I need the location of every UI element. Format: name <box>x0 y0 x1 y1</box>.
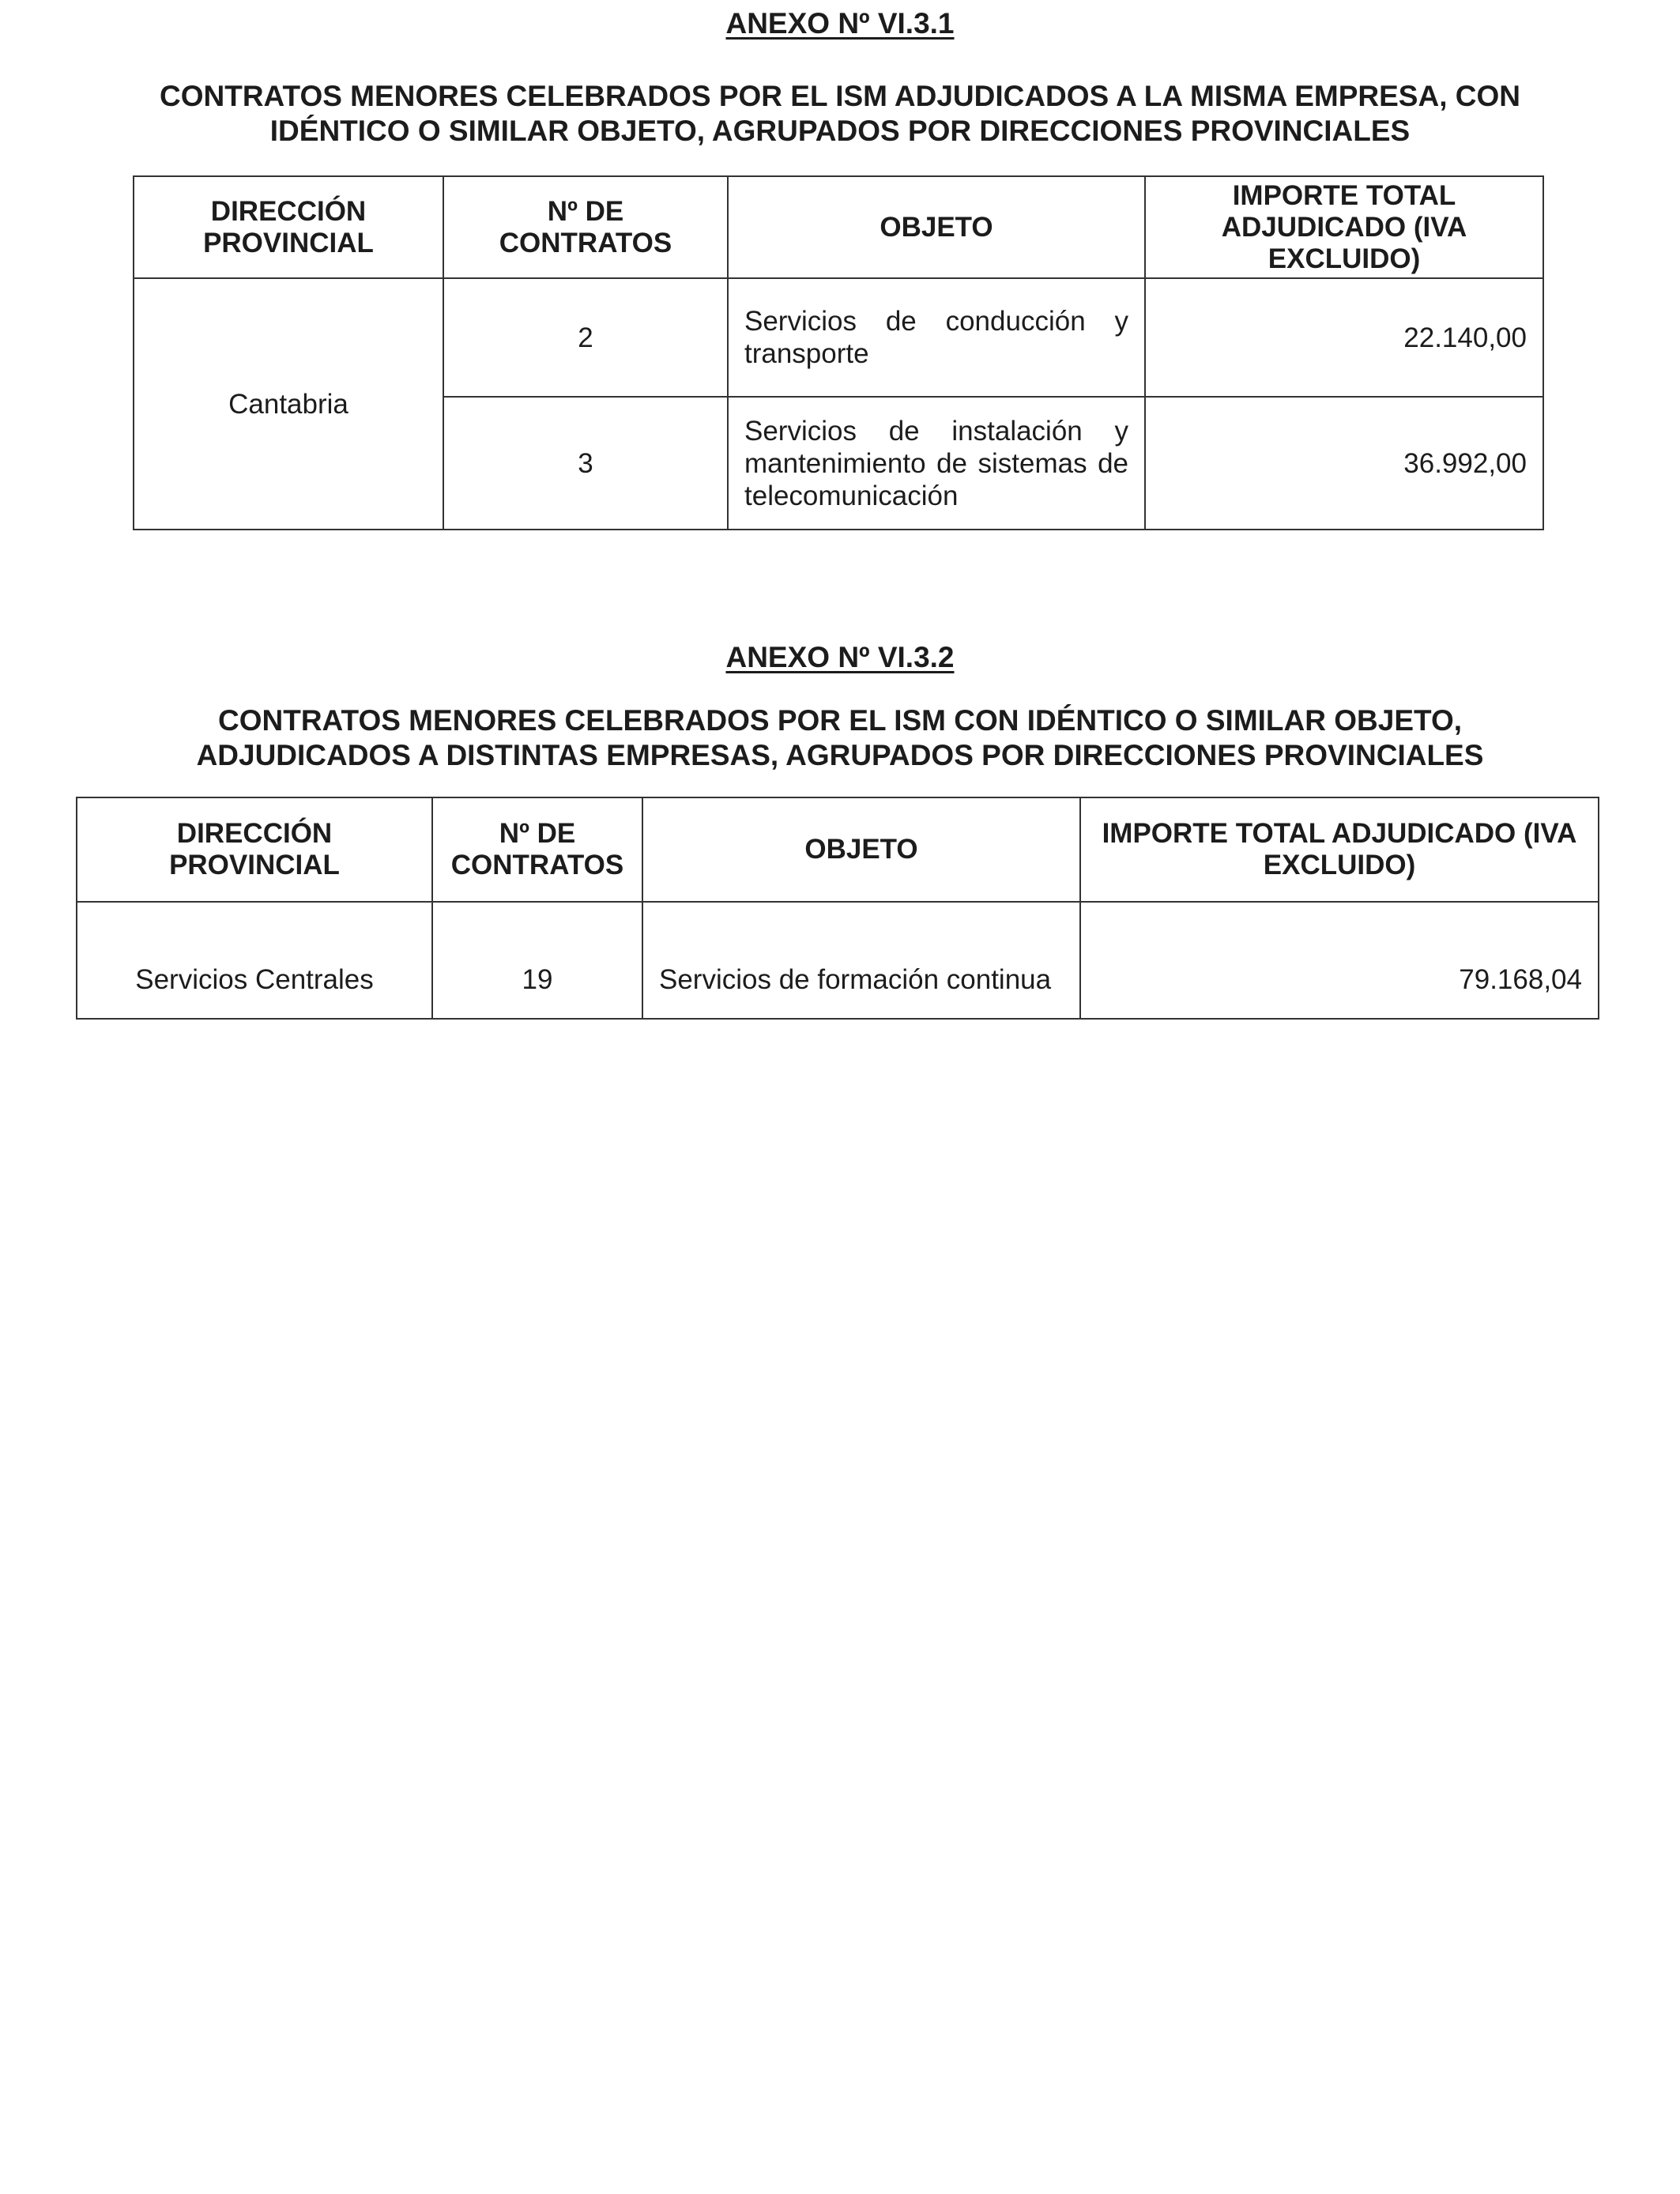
heading-line: CONTRATOS MENORES CELEBRADOS POR EL ISM CON IDÉNTICO O SIMILAR OBJETO, <box>218 704 1462 737</box>
column-header-importe: IMPORTE TOTAL ADJUDICADO (IVA EXCLUIDO) <box>1145 176 1543 278</box>
column-header-num-contratos: Nº DE CONTRATOS <box>443 176 728 278</box>
importe-cell: 22.140,00 <box>1145 278 1543 397</box>
count-cell: 19 <box>432 902 642 1019</box>
table-header-row <box>77 797 1599 902</box>
table-header-row <box>134 176 1543 278</box>
count-cell: 2 <box>443 278 728 397</box>
objeto-cell: Servicios de instalación y mantenimiento de sistemas de telecomunicación <box>728 397 1145 530</box>
direccion-cell: Cantabria <box>134 278 443 530</box>
heading-line: CONTRATOS MENORES CELEBRADOS POR EL ISM ADJUDICADOS A LA MISMA EMPRESA, CON <box>160 80 1520 112</box>
importe-cell: 79.168,04 <box>1080 902 1599 1019</box>
count-cell: 3 <box>443 397 728 530</box>
column-header-direccion: DIRECCIÓN PROVINCIAL <box>77 797 432 902</box>
column-header-num-contratos: Nº DE CONTRATOS <box>432 797 642 902</box>
contracts-table-different-companies <box>76 797 1599 1020</box>
annex-title-vi-3-2: ANEXO Nº VI.3.2 <box>725 641 955 673</box>
table-row <box>134 278 1543 397</box>
section-heading-2 <box>95 703 1585 773</box>
table-row <box>77 902 1599 1019</box>
column-header-objeto: OBJETO <box>728 176 1145 278</box>
section-heading-1 <box>95 79 1585 149</box>
importe-cell: 36.992,00 <box>1145 397 1543 530</box>
objeto-cell: Servicios de conducción y transporte <box>728 278 1145 397</box>
column-header-importe: IMPORTE TOTAL ADJUDICADO (IVA EXCLUIDO) <box>1080 797 1599 902</box>
contracts-table-same-company <box>133 175 1544 530</box>
direccion-cell: Servicios Centrales <box>77 902 432 1019</box>
column-header-objeto: OBJETO <box>642 797 1080 902</box>
heading-line: IDÉNTICO O SIMILAR OBJETO, AGRUPADOS POR DIRECCIONES PROVINCIALES <box>269 115 1411 147</box>
column-header-direccion: DIRECCIÓN PROVINCIAL <box>134 176 443 278</box>
heading-line: ADJUDICADOS A DISTINTAS EMPRESAS, AGRUPADOS POR DIRECCIONES PROVINCIALES <box>196 739 1484 771</box>
objeto-cell: Servicios de formación continua <box>642 902 1080 1019</box>
annex-title-vi-3-1: ANEXO Nº VI.3.1 <box>725 7 955 40</box>
